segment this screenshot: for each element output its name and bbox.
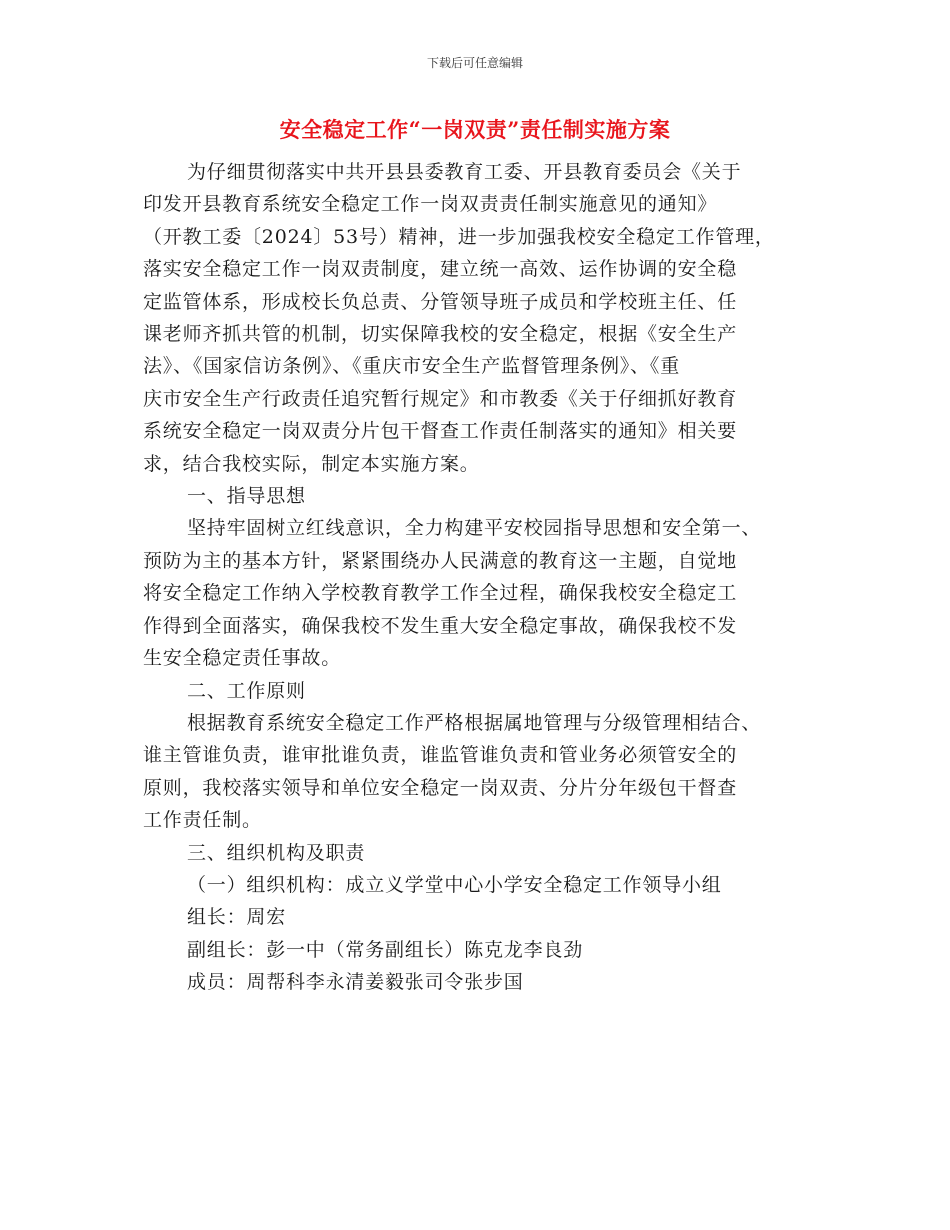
body-line: 组长：周宏 [187, 906, 287, 929]
body-line: 庆市安全生产行政责任追究暂行规定》和市教委《关于仔细抓好教育 [143, 387, 738, 410]
body-line: 系统安全稳定一岗双责分片包干督查工作责任制落实的通知》相关要 [143, 420, 738, 443]
body-line: 成员：周帮科李永清姜毅张司令张步国 [187, 971, 524, 994]
body-line: 为仔细贯彻落实中共开县县委教育工委、开县教育委员会《关于 [187, 161, 742, 183]
body-line: 落实安全稳定工作一岗双责制度，建立统一高效、运作协调的安全稳 [143, 258, 738, 281]
section-heading: 一、指导思想 [187, 485, 306, 508]
body-line: 根据教育系统安全稳定工作严格根据属地管理与分级管理相结合、 [187, 711, 762, 734]
body-line: （一）组织机构：成立义学堂中心小学安全稳定工作领导小组 [187, 873, 722, 896]
body-line: 坚持牢固树立红线意识，全力构建平安校园指导思想和安全第一、 [187, 517, 762, 540]
body-line: 生安全稳定责任事故。 [143, 647, 342, 670]
page-header-note: 下载后可任意编辑 [426, 56, 523, 70]
body-line: 印发开县教育系统安全稳定工作一岗双责责任制实施意见的通知》 [143, 193, 718, 216]
body-line: （开教工委〔2024〕53号）精神，进一步加强我校安全稳定工作管理， [143, 225, 775, 248]
body-line: 求，结合我校实际，制定本实施方案。 [143, 452, 480, 475]
body-line: 法》、《国家信访条例》、《重庆市安全生产监督管理条例》、《重 [143, 355, 681, 378]
body-line: 工作责任制。 [143, 809, 262, 832]
document-body [143, 156, 807, 999]
document-title: 安全稳定工作“一岗双责”责任制实施方案 [279, 117, 671, 142]
body-line: 预防为主的基本方针，紧紧围绕办人民满意的教育这一主题，自觉地 [143, 549, 738, 572]
body-line: 定监管体系，形成校长负总责、分管领导班子成员和学校班主任、任 [143, 290, 738, 313]
body-line: 谁主管谁负责，谁审批谁负责，谁监管谁负责和管业务必须管安全的 [143, 744, 738, 767]
body-line: 作得到全面落实，确保我校不发生重大安全稳定事故，确保我校不发 [143, 614, 738, 637]
body-line: 课老师齐抓共管的机制，切实保障我校的安全稳定，根据《安全生产 [143, 323, 738, 346]
section-heading: 二、工作原则 [187, 679, 306, 702]
body-line: 副组长：彭一中（常务副组长）陈克龙李良劲 [187, 938, 584, 961]
section-heading: 三、组织机构及职责 [187, 841, 366, 864]
body-line: 将安全稳定工作纳入学校教育教学工作全过程，确保我校安全稳定工 [143, 582, 738, 605]
body-line: 原则，我校落实领导和单位安全稳定一岗双责、分片分年级包干督查 [143, 776, 738, 799]
